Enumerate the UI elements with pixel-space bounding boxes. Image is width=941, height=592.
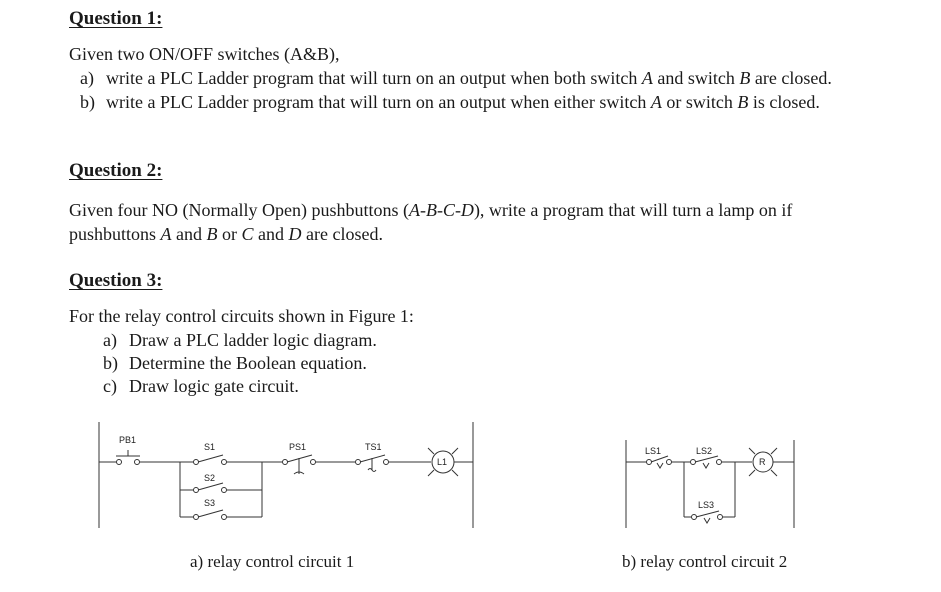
item-text: or switch <box>661 92 738 112</box>
variable: D <box>288 224 302 244</box>
r-label: R <box>759 457 766 467</box>
s2-label: S2 <box>204 473 216 483</box>
item-label: b) <box>103 353 118 373</box>
relay-circuit-1 <box>99 422 473 528</box>
item-text: write a PLC Ladder program that will turn on an output when both switch <box>106 68 642 88</box>
question-3-title: Question 3: <box>69 270 163 291</box>
s3-switch <box>194 510 227 520</box>
question-3-intro: For the relay control circuits shown in Figure 1: <box>69 306 414 326</box>
variable: A <box>641 68 653 88</box>
item-text: write a PLC Ladder program that will turn on an output when either switch <box>106 92 651 112</box>
text: and <box>171 224 207 244</box>
variable: A <box>650 92 662 112</box>
text: Given four NO (Normally Open) pushbuttons ( <box>69 200 409 220</box>
variable: C <box>241 224 254 244</box>
item-text: and switch <box>652 68 740 88</box>
variable: A <box>160 224 172 244</box>
s3-label: S3 <box>204 498 216 508</box>
circuit-2-caption: b) relay control circuit 2 <box>622 552 788 571</box>
ls1-limit-switch <box>647 456 672 468</box>
text: are closed. <box>301 224 383 244</box>
item-text: Draw a PLC ladder logic diagram. <box>129 330 377 350</box>
s1-label: S1 <box>204 442 216 452</box>
item-label: a) <box>103 330 117 350</box>
item-text: Draw logic gate circuit. <box>129 376 299 396</box>
variable: B <box>739 68 751 88</box>
ls3-limit-switch <box>692 511 723 523</box>
ps1-label: PS1 <box>289 442 307 452</box>
s2-switch <box>194 483 227 493</box>
text: and <box>253 224 289 244</box>
ps1-pressure-switch <box>283 455 316 474</box>
ls3-label: LS3 <box>698 500 715 510</box>
variable: A-B-C-D <box>408 200 474 220</box>
question-1-title: Question 1: <box>69 8 163 29</box>
question-1-intro: Given two ON/OFF switches (A&B), <box>69 44 340 64</box>
item-label: a) <box>80 68 94 88</box>
ts1-label: TS1 <box>365 442 382 452</box>
item-text: is closed. <box>748 92 820 112</box>
item-text: are closed. <box>750 68 832 88</box>
circuit-1-caption: a) relay control circuit 1 <box>190 552 355 571</box>
pb1-pushbutton <box>116 450 140 465</box>
item-label: c) <box>103 376 117 396</box>
ls2-limit-switch <box>691 456 722 468</box>
item-text: Determine the Boolean equation. <box>129 353 367 373</box>
variable: B <box>206 224 218 244</box>
pb1-label: PB1 <box>119 435 137 445</box>
ts1-temperature-switch <box>356 455 389 472</box>
ls2-label: LS2 <box>696 446 713 456</box>
s1-switch <box>194 455 227 465</box>
l1-label: L1 <box>437 457 448 467</box>
text: ), write a program that will turn a lamp on if <box>473 200 793 220</box>
text: pushbuttons <box>69 224 161 244</box>
ls1-label: LS1 <box>645 446 662 456</box>
item-label: b) <box>80 92 95 112</box>
question-2-title: Question 2: <box>69 160 163 181</box>
variable: B <box>737 92 749 112</box>
text: or <box>217 224 242 244</box>
